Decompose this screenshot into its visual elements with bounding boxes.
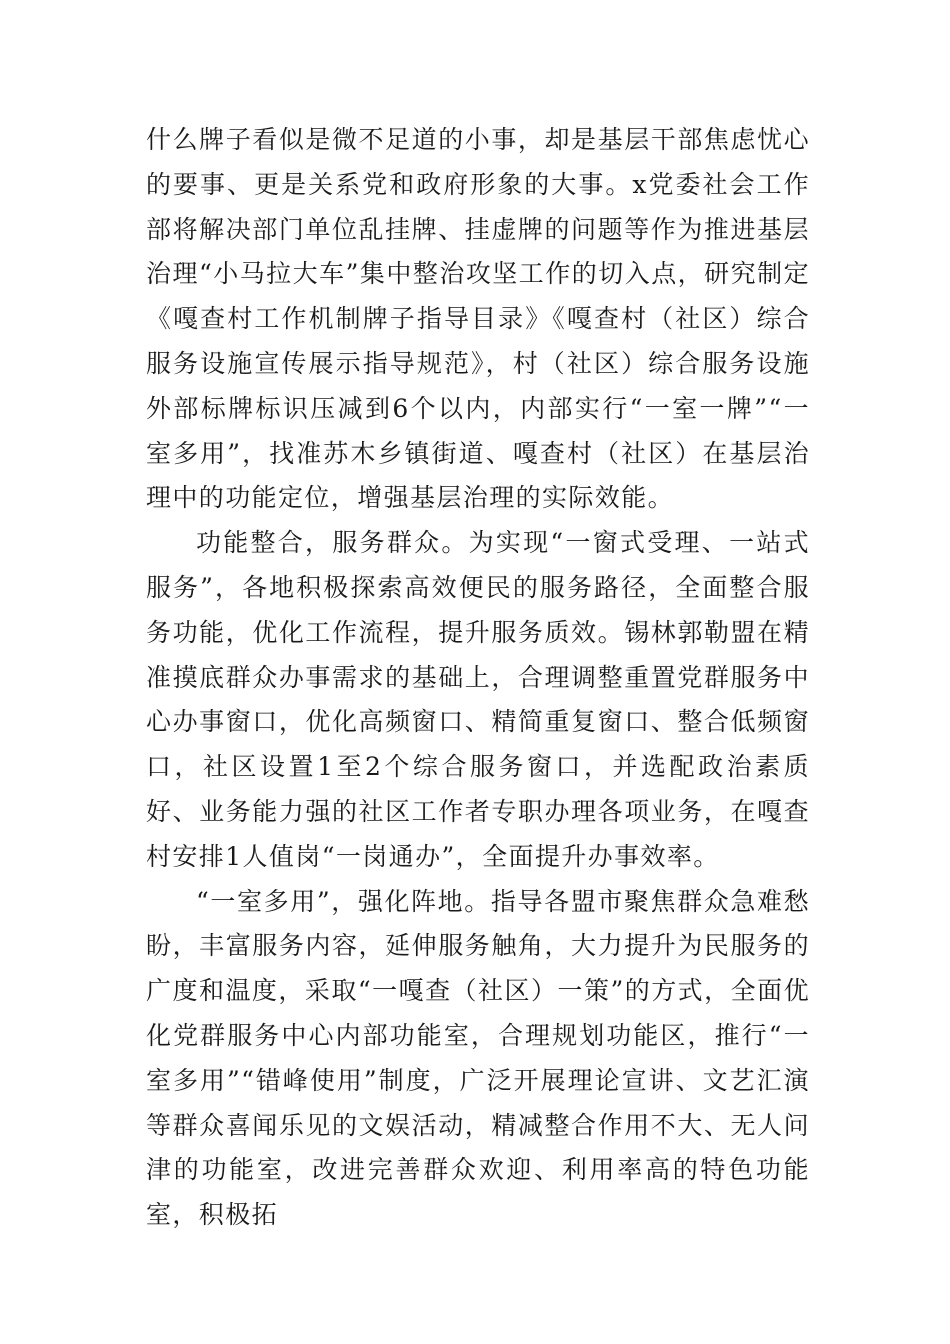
paragraph-2: 功能整合，服务群众。为实现“一窗式受理、一站式服务”，各地积极探索高效便民的服务路径，全面整合服务功能，优化工作流程，提升服务质效。锡林郭勒盟在精准摸底群众办事需求的基础上，合理调整重置党群服务中心办事窗口，优化高频窗口、精简重复窗口、整合低频窗口，社区设置1至2个综合服务窗口，并选配政治素质好、业务能力强的社区工作者专职办理各项业务，在嘎查村安排1人值岗“一岗通办”，全面提升办事效率。 [146, 528, 810, 871]
document-body [146, 118, 810, 1238]
paragraph-3: “一室多用”，强化阵地。指导各盟市聚焦群众急难愁盼，丰富服务内容，延伸服务触角，大力提升为民服务的广度和温度，采取“一嘎查（社区）一策”的方式，全面优化党群服务中心内部功能室，合理规划功能区，推行“一室多用”“错峰使用”制度，广泛开展理论宣讲、文艺汇演等群众喜闻乐见的文娱活动，精减整合作用不大、无人问津的功能室，改进完善群众欢迎、利用率高的特色功能室，积极拓 [146, 886, 810, 1230]
paragraph-1: 什么牌子看似是微不足道的小事，却是基层干部焦虑忧心的要事、更是关系党和政府形象的大事。x党委社会工作部将解决部门单位乱挂牌、挂虚牌的问题等作为推进基层治理“小马拉大车”集中整治攻坚工作的切入点，研究制定《嘎查村工作机制牌子指导目录》《嘎查村（社区）综合服务设施宣传展示指导规范》，村（社区）综合服务设施外部标牌标识压减到6个以内，内部实行“一室一牌”“一室多用”，找准苏木乡镇街道、嘎查村（社区）在基层治理中的功能定位，增强基层治理的实际效能。 [146, 125, 810, 513]
